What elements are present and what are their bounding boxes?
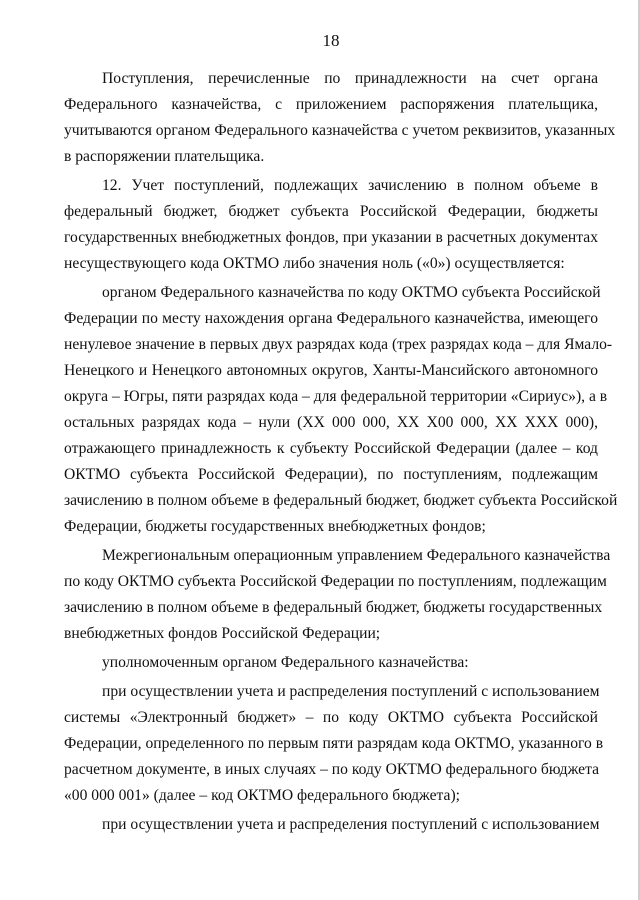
paragraph-continued xyxy=(64,812,598,838)
text-line: Федерации по месту нахождения органа Федерального казначейства, имеющего xyxy=(64,310,598,327)
text-line: зачислению в полном объеме в федеральный бюджет, бюджет субъекта Российской xyxy=(64,492,618,509)
text-line: федеральный бюджет, бюджет субъекта Российской Федерации, бюджеты xyxy=(64,203,598,220)
text-line: зачислению в полном объеме в федеральный бюджет, бюджеты государственных xyxy=(64,599,603,616)
text-line: внебюджетных фондов Российской Федерации; xyxy=(64,625,381,642)
text-line: несуществующего кода ОКТМО либо значения ноль («0») осуществляется: xyxy=(64,255,565,272)
text-line: «00 000 001» (далее – код ОКТМО федерального бюджета); xyxy=(64,787,460,804)
paragraph-receipts-by-affiliation xyxy=(64,66,616,170)
page-number: 18 xyxy=(322,31,340,50)
paragraph-item-12 xyxy=(64,173,598,277)
text-line: Федерации, бюджеты государственных внебюджетных фондов; xyxy=(64,518,486,535)
text-line: государственных внебюджетных фондов, при указании в расчетных документах xyxy=(64,229,598,246)
text-line: 12. Учет поступлений, подлежащих зачислению в полном объеме в xyxy=(102,177,598,194)
paragraph-interregional-office xyxy=(64,543,611,647)
text-line: при осуществлении учета и распределения поступлений с использованием xyxy=(102,816,600,833)
text-line: остальных разрядах кода – нули (XX 000 000, XX X00 000, XX XXX 000), xyxy=(64,414,598,431)
text-line: в распоряжении плательщика. xyxy=(64,148,265,165)
text-line: Поступления, перечисленные по принадлежности на счет органа xyxy=(102,70,598,87)
text-line: уполномоченным органом Федерального казначейства: xyxy=(102,654,469,671)
text-line: расчетном документе, в иных случаях – по коду ОКТМО федерального бюджета xyxy=(64,761,600,778)
paragraph-authorized-body xyxy=(64,650,598,676)
text-line: отражающего принадлежность к субъекту Российской Федерации (далее – код xyxy=(64,440,598,457)
text-line: органом Федерального казначейства по коду ОКТМО субъекта Российской xyxy=(102,284,601,301)
text-line: по коду ОКТМО субъекта Российской Федерации по поступлениям, подлежащим xyxy=(64,573,607,590)
text-line: при осуществлении учета и распределения поступлений с использованием xyxy=(102,683,600,700)
text-line: Федерального казначейства, с приложением распоряжения плательщика, xyxy=(64,96,598,113)
text-line: системы «Электронный бюджет» – по коду ОКТМО субъекта Российской xyxy=(64,709,598,726)
text-line: учитываются органом Федерального казначейства с учетом реквизитов, указанных xyxy=(64,122,616,139)
paragraph-treasury-body-oktmo xyxy=(64,280,618,540)
paragraph-electronic-budget xyxy=(64,679,604,809)
text-line: Ненецкого и Ненецкого автономных округов, Ханты-Мансийского автономного xyxy=(64,362,598,379)
text-line: ненулевое значение в первых двух разрядах кода (трех разрядах кода – для Ямало- xyxy=(64,336,613,353)
text-line: ОКТМО субъекта Российской Федерации), по поступлениям, подлежащим xyxy=(64,466,598,483)
text-line: Федерации, определенного по первым пяти разрядам кода ОКТМО, указанного в xyxy=(64,735,604,752)
text-line: Межрегиональным операционным управлением Федерального казначейства xyxy=(102,547,611,564)
text-line: округа – Югры, пяти разрядах кода – для федеральной территории «Сириус»), а в xyxy=(64,388,608,405)
